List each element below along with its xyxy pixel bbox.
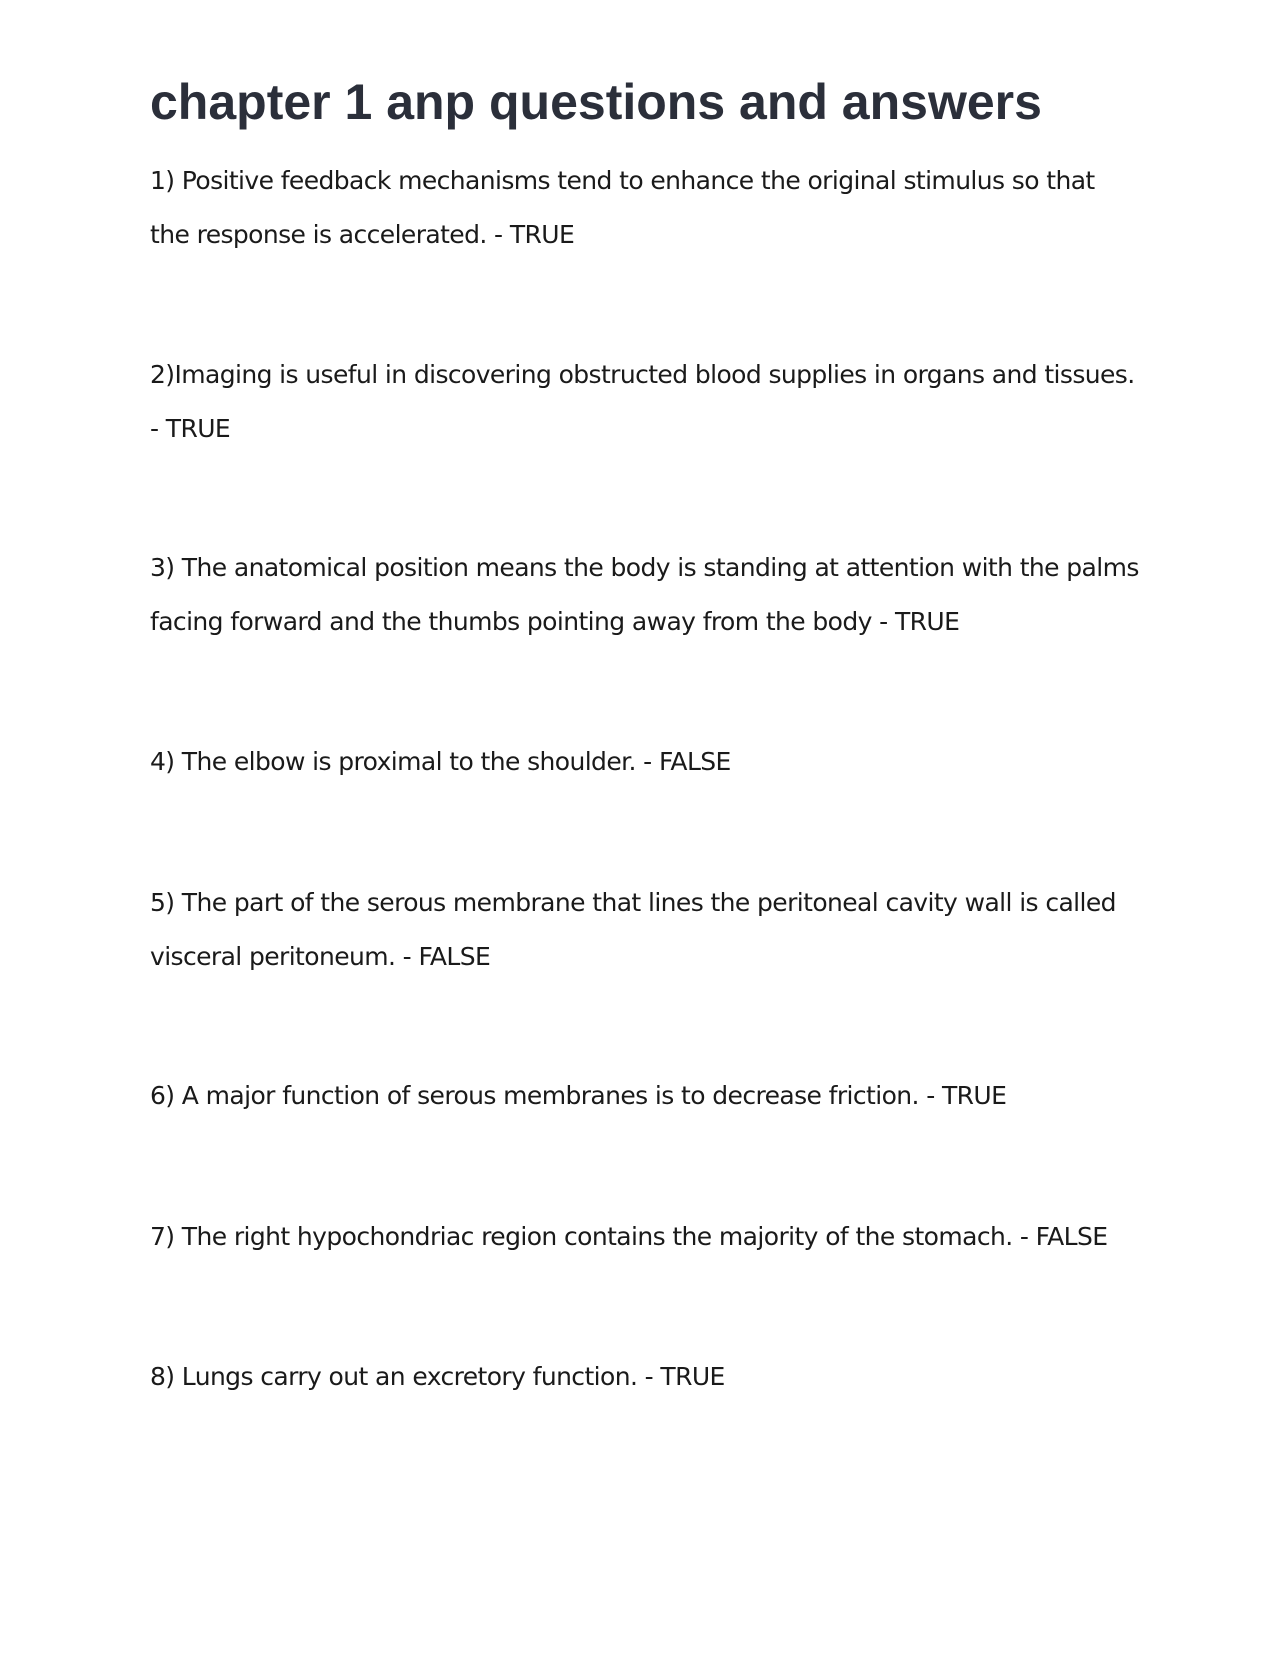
qa-item-2: 2)Imaging is useful in discovering obstructed blood supplies in organs and tissues. - TRUE <box>150 360 1135 443</box>
qa-item-3: 3) The anatomical position means the body is standing at attention with the palms facing forward and the thumbs pointing away from the body - TRUE <box>150 553 1139 636</box>
page-title: chapter 1 anp questions and answers <box>150 74 1042 130</box>
qa-item-7: 7) The right hypochondriac region contains the majority of the stomach. - FALSE <box>150 1222 1108 1251</box>
qa-item-1: 1) Positive feedback mechanisms tend to enhance the original stimulus so that the response is accelerated. - TRUE <box>150 166 1095 249</box>
qa-item-6: 6) A major function of serous membranes is to decrease friction. - TRUE <box>150 1081 1007 1110</box>
qa-item-8: 8) Lungs carry out an excretory function. - TRUE <box>150 1362 725 1391</box>
qa-item-5: 5) The part of the serous membrane that lines the peritoneal cavity wall is called visceral peritoneum. - FALSE <box>150 888 1116 971</box>
qa-item-4: 4) The elbow is proximal to the shoulder. - FALSE <box>150 747 731 776</box>
